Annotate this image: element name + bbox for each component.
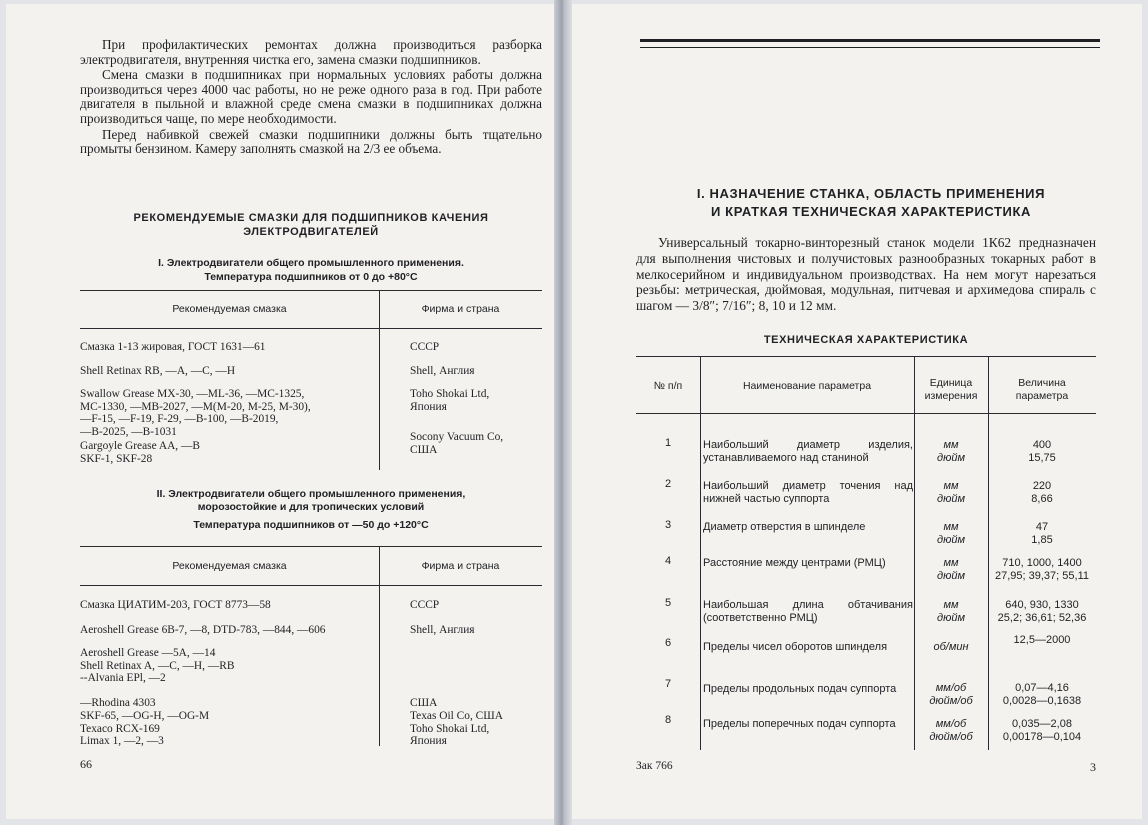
spec-row-unit: мм дюйм [936,557,965,582]
table1-divider [379,290,380,470]
intro-paragraph: Универсальный токарно-винторезный станок модели 1К62 предназначен для выполнения чистовых и получистовых разнообразных токарных работ в мелкосерийном и индивидуальном производствах. На нем могут нарезаться резьбы: метрическая, дюймовая, модульная, питчевая и архимедова спираль с шагом — 3/8″; 7/16″; 8, 10 и 12 мм. [636,235,1096,314]
right-page-number: 3 [1090,760,1096,774]
left-text-block [80,38,542,157]
table2-header-rule [80,585,542,586]
spec-row-value: 710, 1000, 1400 27,95; 39,37; 55,11 [995,557,1089,582]
spec-row-number: 1 [664,437,672,449]
section-2-title-line-3: Температура подшипников от —50 до +120°С [193,519,429,531]
spec-col-divider-1 [700,356,701,750]
lubricants-heading-line-2: ЭЛЕКТРОДВИГАТЕЛЕЙ [243,226,379,238]
table1-row-4-lubricant: Gargoyle Grease AA, —B SKF-1, SKF-28 [80,440,200,465]
spec-row-value: 0,035—2,08 0,00178—0,104 [1002,718,1082,743]
spec-row-name: Диаметр отверстия в шпинделе [703,521,866,533]
spec-row-unit: мм дюйм [936,480,965,505]
table2-top-rule [80,546,542,547]
table2-row-1-firm: СССР [410,599,440,611]
table2-col-lubricant: Рекомендуемая смазка [172,560,287,572]
table1-top-rule [80,290,542,291]
spec-col-name: Наименование параметра [742,380,872,392]
spec-row-name: Наибольшая длина обтачивания (соответственно РМЦ) [703,599,913,624]
spec-row-unit: мм/об дюйм/об [929,682,973,707]
table1-row-4-firm: Socony Vacuum Co, США [410,431,504,456]
lubricants-heading [80,211,542,239]
spec-table-header-rule [636,413,1096,414]
section-2-title [80,488,542,532]
spec-col-num: № п/п [653,380,683,392]
chapter-heading-line-1: I. НАЗНАЧЕНИЕ СТАНКА, ОБЛАСТЬ ПРИМЕНЕНИЯ [696,186,1046,201]
intro-text [636,235,1096,314]
spec-row-unit: об/мин [933,641,969,653]
spec-row-number: 2 [664,478,672,490]
spec-row-number: 3 [664,519,672,531]
table2-row-1-lubricant: Смазка ЦИАТИМ-203, ГОСТ 8773—58 [80,599,271,611]
paragraph-2: Смена смазки в подшипниках при нормальных условиях работы должна производиться через 4000 час работы, но не реже одного раза в год. При работе двигателя в пыльной и влажной среде смена смазки в подшипниках должна производиться чаще, по мере необходимости. [80,67,542,126]
table1-row-2-lubricant: Shell Retinax RB, —A, —C, —H [80,365,236,377]
chapter-heading [636,185,1106,221]
spec-col-value: Величина параметра [1015,377,1069,402]
section-2-title-line-2: морозостойкие и для тропических условий [197,501,425,513]
spec-row-value: 0,07—4,16 0,0028—0,1638 [1002,682,1082,707]
print-order-number: Зак 766 [636,760,673,772]
table2-row-3-firm: США Texas Oil Co, США Toho Shokai Ltd, Япония [410,697,503,748]
paragraph-3: Перед набивкой свежей смазки подшипники должны быть тщательно промыты бензином. Камеру заполнять смазкой на 2/3 ее объема. [80,126,542,157]
spec-row-number: 6 [664,637,672,649]
table1-header-rule [80,328,542,329]
paragraph-1: При профилактических ремонтах должна производиться разборка электродвигателя, внутренняя чистка его, замена смазки подшипников. [80,37,542,67]
table2-divider [379,546,380,746]
spec-row-name: Наибольший диаметр точения над нижней частью суппорта [703,480,913,505]
lubricants-heading-line-1: РЕКОМЕНДУЕМЫЕ СМАЗКИ ДЛЯ ПОДШИПНИКОВ КАЧЕНИЯ [133,212,489,224]
spec-row-name: Расстояние между центрами (РМЦ) [703,557,886,569]
section-1-title-line-2: Температура подшипников от 0 до +80°С [204,271,418,283]
left-page [6,4,554,819]
table1-row-2-firm: Shell, Англия [410,365,475,377]
table1-row-3-firm: Toho Shokai Ltd, Япония [410,388,490,413]
spec-row-name: Пределы поперечных подач суппорта [703,718,896,730]
spec-col-unit: Единица измерения [924,377,978,402]
spec-row-value: 47 1,85 [1031,521,1053,546]
book-gutter [554,0,572,825]
table1-col-lubricant: Рекомендуемая смазка [172,303,287,315]
spec-row-name: Пределы чисел оборотов шпинделя [703,641,888,653]
chapter-heading-line-2: И КРАТКАЯ ТЕХНИЧЕСКАЯ ХАРАКТЕРИСТИКА [711,204,1031,219]
spec-table-top-rule [636,356,1096,357]
spec-row-number: 4 [664,555,672,567]
table2-col-firm: Фирма и страна [421,560,500,572]
spec-row-unit: мм/об дюйм/об [929,718,973,743]
section-1-title-line-1: I. Электродвигатели общего промышленного применения. [158,257,464,269]
table2-row-2-firm: Shell, Англия [410,624,475,636]
section-2-title-line-1: II. Электродвигатели общего промышленного применения, [156,488,466,500]
spec-row-value: 640, 930, 1330 25,2; 36,61; 52,36 [997,599,1087,624]
spec-row-unit: мм дюйм [936,439,965,464]
spec-row-value: 12,5—2000 [1013,634,1071,646]
table1-col-firm: Фирма и страна [421,303,500,315]
spec-row-unit: мм дюйм [936,599,965,624]
spec-row-name: Наибольший диаметр изделия, устанавливаемого над станиной [703,439,913,464]
table2-row-3-lubricant: Aeroshell Grease —5A, —14 Shell Retinax A, —C, —H, —RB --Alvania EPl, —2 —Rhodina 4303 SKF-65, —OG-H, —OG-M Texaco RCX-169 Limax 1, —2, —3 [80,647,235,748]
spec-row-unit: мм дюйм [936,521,965,546]
spec-table-title: ТЕХНИЧЕСКАЯ ХАРАКТЕРИСТИКА [763,334,969,346]
section-1-title [80,256,542,284]
spec-row-value: 400 15,75 [1028,439,1056,464]
spec-row-number: 5 [664,597,672,609]
spec-row-value: 220 8,66 [1031,480,1053,505]
right-page [572,4,1142,819]
table1-row-1-firm: СССР [410,341,440,353]
top-rule-thin [640,47,1100,48]
top-rule-thick [640,39,1100,42]
table1-row-1-lubricant: Смазка 1-13 жировая, ГОСТ 1631—61 [80,341,266,353]
table2-row-2-lubricant: Aeroshell Grease 6B-7, —8, DTD-783, —844, —606 [80,624,326,636]
spec-row-number: 8 [664,714,672,726]
table1-row-3-lubricant: Swallow Grease MX-30, —ML-36, —MC-1325, MC-1330, —MB-2027, —M(M-20, M-25, M-30), —F-15, —F-19, F-29, —B-100, —B-2019, —B-2025, —B-1031 [80,388,311,438]
spec-row-name: Пределы продольных подач суппорта [703,683,897,695]
left-page-number: 66 [80,757,92,771]
spec-row-number: 7 [664,678,672,690]
